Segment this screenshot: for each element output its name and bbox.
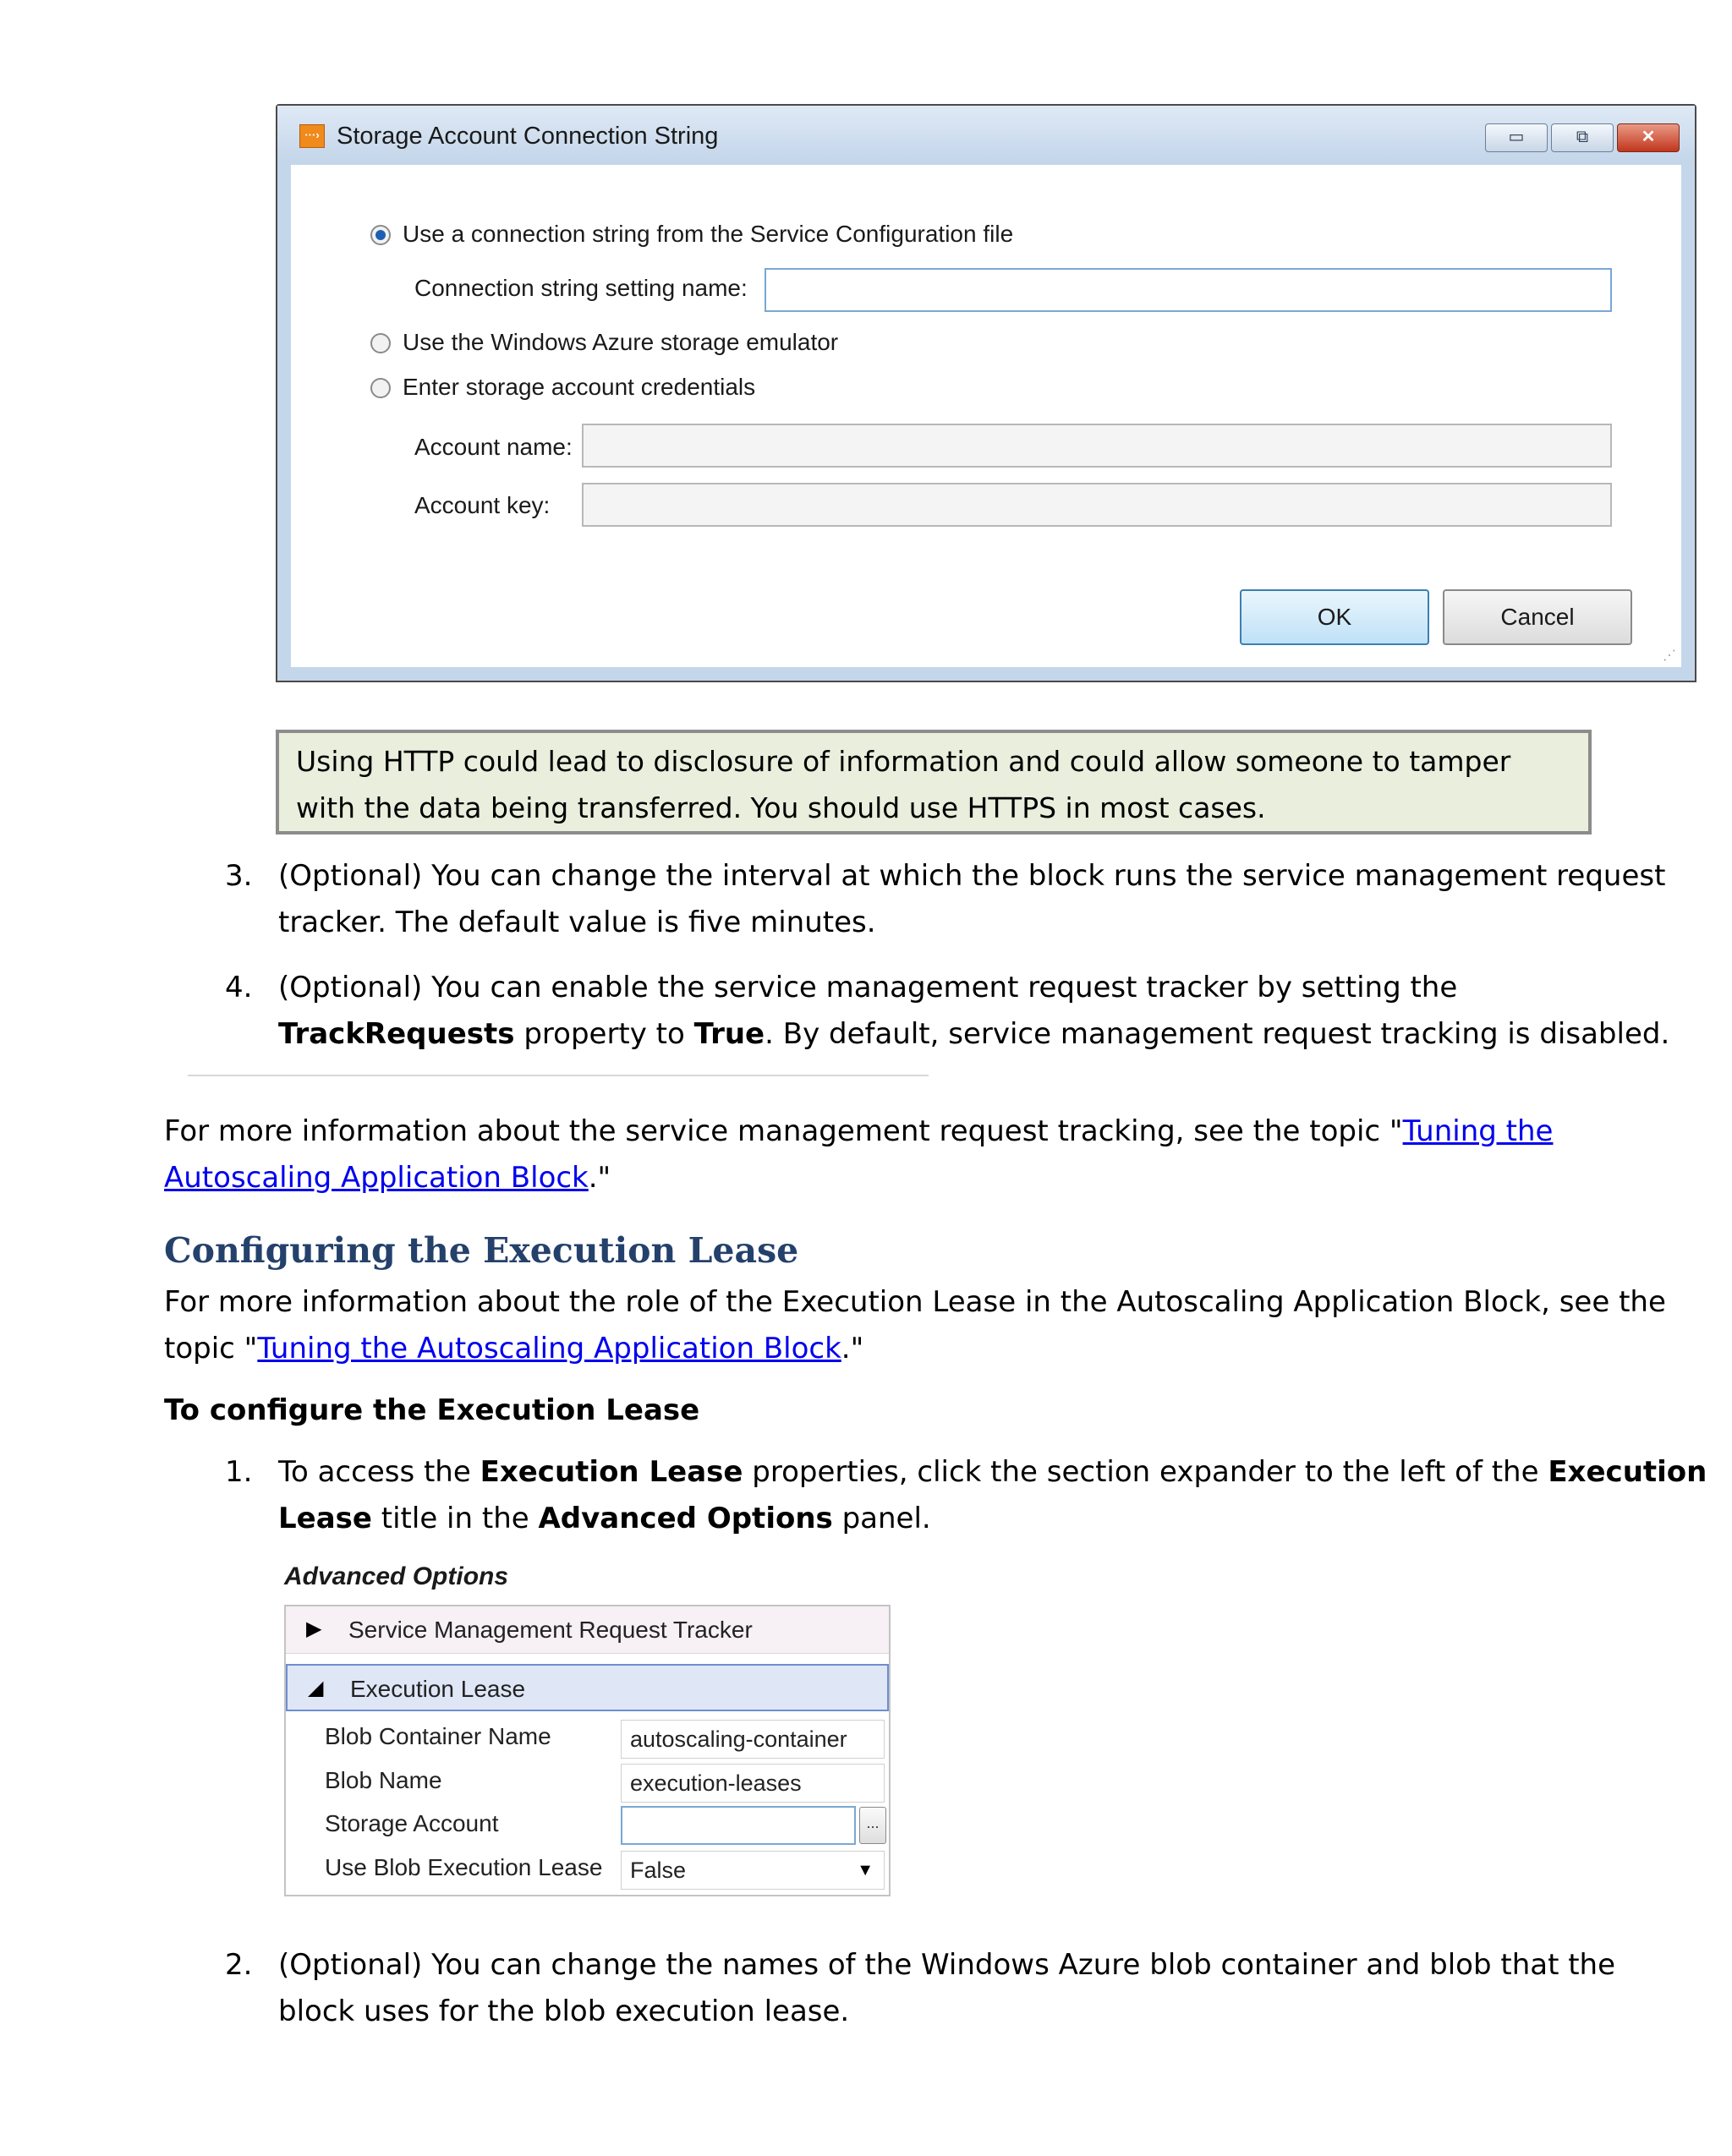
ok-button[interactable]: OK xyxy=(1240,589,1429,645)
radio-emulator[interactable] xyxy=(370,333,391,353)
step-4-text-b: . By default, service management request tracking is disabled. xyxy=(765,1017,1670,1051)
section-service-tracker[interactable] xyxy=(286,1606,889,1654)
procedure-title: To configure the Execution Lease xyxy=(164,1393,700,1427)
step-2-line1: (Optional) You can change the names of the Windows Azure blob container and blob that the xyxy=(278,1948,1616,1982)
prop-value-use-blob-lease[interactable] xyxy=(621,1851,885,1890)
prop-value-storage-account[interactable] xyxy=(621,1806,856,1845)
step-1-line1 xyxy=(278,1449,1707,1496)
cancel-button[interactable]: Cancel xyxy=(1443,589,1632,645)
prop-label-blob-name: Blob Name xyxy=(325,1767,442,1793)
tuning-link-2[interactable]: Tuning the Autoscaling Application Block xyxy=(257,1332,841,1365)
dialog-body xyxy=(291,165,1681,667)
step-2-line2: block uses for the blob execution lease. xyxy=(278,1995,850,2028)
app-icon: ···› xyxy=(299,124,325,148)
info-1-text: For more information about the service management request tracking, see the topic " xyxy=(164,1114,1403,1148)
info-1-line2 xyxy=(164,1155,611,1201)
step-4-line1: (Optional) You can enable the service management request tracker by setting the xyxy=(278,971,1458,1004)
info-2-pre: topic " xyxy=(164,1332,258,1365)
radio-service-config[interactable] xyxy=(370,225,391,245)
step-1-b1: Execution Lease xyxy=(480,1455,743,1489)
radio-credentials[interactable] xyxy=(370,378,391,398)
step-4-text-a: property to xyxy=(514,1017,694,1051)
expanded-expander-icon[interactable]: ◢ xyxy=(308,1677,324,1699)
security-note: Using HTTP could lead to disclosure of information and could allow someone to tamper with the data being transferred. You should use HTTPS in most cases. xyxy=(276,730,1592,834)
prop-label-blob-container: Blob Container Name xyxy=(325,1723,551,1749)
step-3-number: 3. xyxy=(225,859,253,893)
dropdown-arrow-icon[interactable]: ▼ xyxy=(857,1861,874,1880)
tuning-link-part1[interactable]: Tuning the xyxy=(1402,1114,1554,1148)
prop-value-blob-container[interactable]: autoscaling-container xyxy=(621,1720,885,1759)
step-2-number: 2. xyxy=(225,1948,253,1982)
storage-account-browse-button[interactable]: ... xyxy=(859,1807,886,1844)
radio-service-config-label: Use a connection string from the Service Configuration file xyxy=(403,221,1014,247)
resize-grip-icon[interactable]: ⋰ xyxy=(1663,648,1676,663)
account-key-label: Account key: xyxy=(414,492,551,518)
step-1-b4: Advanced Options xyxy=(538,1502,833,1535)
step-3-line2: tracker. The default value is five minutes. xyxy=(278,906,876,939)
radio-emulator-label: Use the Windows Azure storage emulator xyxy=(403,329,839,355)
step-1-b2: Execution xyxy=(1548,1455,1707,1489)
section-service-tracker-label: Service Management Request Tracker xyxy=(348,1617,753,1643)
divider xyxy=(188,1075,929,1076)
section-heading: Configuring the Execution Lease xyxy=(164,1230,799,1271)
step-4-number: 4. xyxy=(225,971,253,1004)
info-1-line1 xyxy=(164,1108,1553,1155)
connection-string-dialog xyxy=(276,104,1696,682)
info-2-after: ." xyxy=(841,1332,864,1365)
prop-value-blob-name[interactable]: execution-leases xyxy=(621,1764,885,1803)
setting-name-label: Connection string setting name: xyxy=(414,275,748,301)
info-2-line2 xyxy=(164,1326,863,1372)
step-1-t3: title in the xyxy=(371,1502,539,1535)
step-3-line1: (Optional) You can change the interval at which the block runs the service management request xyxy=(278,859,1666,893)
step-1-b3: Lease xyxy=(278,1502,372,1535)
maximize-button[interactable]: ⧉ xyxy=(1551,123,1614,152)
advanced-options-title: Advanced Options xyxy=(284,1562,509,1590)
advanced-options-panel xyxy=(284,1605,891,1896)
account-name-input[interactable] xyxy=(582,424,1612,468)
info-2-line1: For more information about the role of the Execution Lease in the Autoscaling Application Block, see the xyxy=(164,1285,1666,1319)
use-blob-lease-value: False xyxy=(630,1858,687,1883)
step-1-t1: To access the xyxy=(278,1455,480,1489)
section-execution-lease-label: Execution Lease xyxy=(350,1676,526,1702)
step-1-line2 xyxy=(278,1496,931,1542)
step-1-number: 1. xyxy=(225,1455,253,1489)
section-execution-lease[interactable] xyxy=(286,1664,889,1711)
prop-label-storage-account: Storage Account xyxy=(325,1810,499,1836)
dialog-titlebar xyxy=(277,106,1695,161)
minimize-button[interactable]: ▭ xyxy=(1485,123,1548,152)
step-1-t4: panel. xyxy=(832,1502,931,1535)
radio-credentials-label: Enter storage account credentials xyxy=(403,374,756,400)
info-1-after: ." xyxy=(588,1161,611,1195)
account-name-label: Account name: xyxy=(414,434,573,460)
step-4-line2 xyxy=(278,1011,1669,1058)
close-button[interactable]: ✕ xyxy=(1617,123,1680,152)
collapsed-expander-icon[interactable]: ▶ xyxy=(306,1617,322,1640)
step-1-t2: properties, click the section expander to the left of the xyxy=(743,1455,1548,1489)
setting-name-input[interactable] xyxy=(765,268,1612,312)
dialog-title: Storage Account Connection String xyxy=(337,123,719,150)
tuning-link-part2[interactable]: Autoscaling Application Block xyxy=(164,1161,589,1195)
account-key-input[interactable] xyxy=(582,483,1612,527)
prop-label-use-blob-lease: Use Blob Execution Lease xyxy=(325,1854,603,1880)
trackrequests-term: TrackRequests xyxy=(278,1017,515,1051)
true-term: True xyxy=(693,1017,765,1051)
